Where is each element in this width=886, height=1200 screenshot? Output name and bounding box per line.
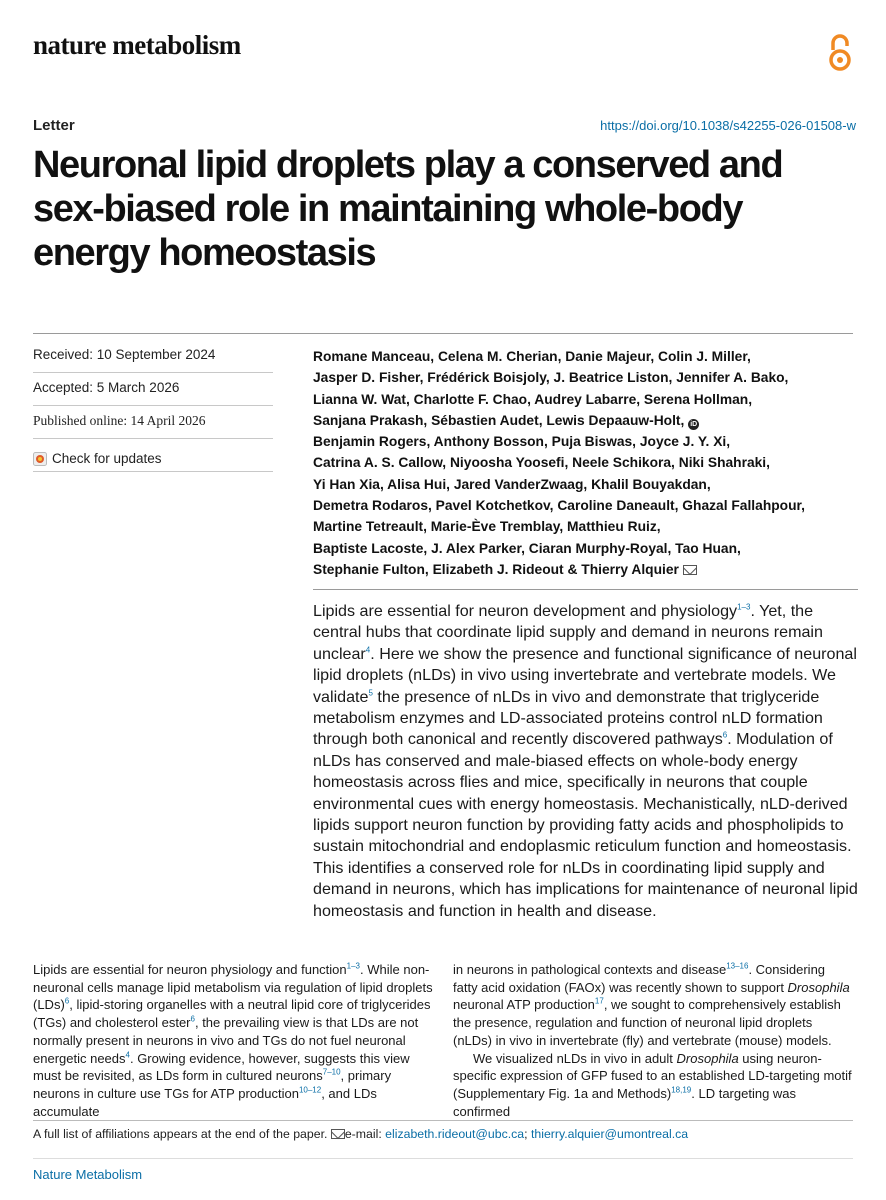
author-line: Lianna W. Wat, Charlotte F. Chao, Audrey Labarre, Serena Hollman, xyxy=(313,391,753,407)
citation[interactable]: 5 xyxy=(368,688,373,698)
citation[interactable]: 6 xyxy=(190,1014,195,1024)
accepted-date: Accepted: 5 March 2026 xyxy=(33,373,273,406)
citation[interactable]: 1–3 xyxy=(737,602,751,612)
author-line: Martine Tetreault, Marie-Ève Tremblay, Matthieu Ruiz, xyxy=(313,519,661,535)
mail-icon xyxy=(331,1129,345,1139)
email-link[interactable]: elizabeth.rideout@ubc.ca xyxy=(385,1127,525,1141)
article-title: Neuronal lipid droplets play a conserved and sex-biased role in maintaining whole-body energy homeostasis xyxy=(33,144,783,274)
author-line: Catrina A. S. Callow, Niyoosha Yoosefi, Neele Schikora, Niki Shahraki, xyxy=(313,455,770,471)
citation[interactable]: 18,19 xyxy=(671,1085,692,1095)
author-line: Demetra Rodaros, Pavel Kotchetkov, Caroline Daneault, Ghazal Fallahpour, xyxy=(313,498,805,514)
paragraph: We visualized nLDs in vivo in adult Drosophila using neuron-specific expression of GFP fused to an established LD-targeting motif (Supplementary Fig. 1a and Methods)$^{18,19}$. LD targeting was confirmed xyxy=(453,1050,852,1119)
citation[interactable]: 17 xyxy=(594,997,604,1007)
title-divider xyxy=(33,333,853,334)
citation[interactable]: 4 xyxy=(125,1050,130,1060)
journal-name: nature metabolism xyxy=(33,30,241,60)
author-line: Benjamin Rogers, Anthony Bosson, Puja Biswas, Joyce J. Y. Xi, xyxy=(313,434,731,450)
abstract: Lipids are essential for neuron development and physiology$^{1-3}$. Yet, the central hubs that coordinate lipid supply and demand in neurons remain unclear$^4$. Here we show the presence and functional significance of neuronal lipid droplets (nLDs) in vivo using invertebrate and vertebrate models. We validate$^5$ the presence of nLDs in vivo and demonstrate that triglyceride metabolism enzymes and LD-associated proteins control nLD formation through both canonical and recently discovered pathways$^6$. Modulation of nLDs has conserved and male-biased effects on whole-body energy homeostasis across flies and mice, specifically in neurons that couple environmental cues with energy homeostasis. Mechanistically, nLD-derived lipids support neuron function by providing fatty acids and phospholipids to sustain mitochondrial and endoplasmic reticulum function and homeostasis. This identifies a conserved role for nLDs in coordinating lipid supply and demand in neurons, which has implications for maintenance of neuronal lipid homeostasis and function in health and disease. xyxy=(313,602,858,920)
author-line: Jasper D. Fisher, Frédérick Boisjoly, J. Beatrice Liston, Jennifer A. Bako, xyxy=(313,370,789,386)
author-list xyxy=(313,346,858,580)
mail-icon[interactable] xyxy=(683,565,697,575)
author-line: Sanjana Prakash, Sébastien Audet, Lewis Depaauw-Holt, iD xyxy=(313,412,698,428)
article-type: Letter xyxy=(33,117,75,134)
citation[interactable]: 6 xyxy=(722,731,728,741)
doi-link[interactable]: https://doi.org/10.1038/s42255-026-01508-w xyxy=(600,118,856,133)
article-meta xyxy=(33,340,273,472)
author-line: Romane Manceau, Celena M. Cherian, Danie Majeur, Colin J. Miller, xyxy=(313,349,751,364)
citation[interactable]: 10–12 xyxy=(298,1085,322,1095)
open-access-icon xyxy=(826,33,854,73)
orcid-icon[interactable]: iD xyxy=(690,420,698,428)
citation[interactable]: 6 xyxy=(64,997,70,1007)
body-column-right: in neurons in pathological contexts and disease$^{13-16}$. Considering fatty acid oxidation (FAOx) was recently shown to support Drosophila neuronal ATP production$^{17}$, we sought to comprehensively establish the presence, regulation and function of neuronal lipid droplets (nLDs) in vivo in invertebrate (fly) and vertebrate (mouse) models. We visualized nLDs in vivo in adult Drosophila using neuron-specific expression of GFP fused to an established LD-targeting motif (Supplementary Fig. 1a and Methods)$^{18,19}$. LD targeting was confirmed xyxy=(453,961,852,1119)
received-date: Received: 10 September 2024 xyxy=(33,340,273,373)
citation[interactable]: 7–10 xyxy=(322,1067,341,1077)
check-updates-icon xyxy=(33,452,47,466)
published-date: Published online: 14 April 2026 xyxy=(33,406,273,439)
footnote-divider xyxy=(33,1120,853,1121)
footer-divider xyxy=(33,1158,853,1159)
check-updates-button[interactable] xyxy=(33,439,273,472)
citation[interactable]: 4 xyxy=(365,645,371,655)
email-link[interactable]: thierry.alquier@umontreal.ca xyxy=(530,1127,689,1141)
footnote: A full list of affiliations appears at the end of the paper. e-mail: elizabeth.rideout@ubc.ca; thierry.alquier@umontreal.ca xyxy=(33,1127,689,1141)
abstract-divider xyxy=(313,589,858,590)
check-updates-label: Check for updates xyxy=(52,451,162,466)
author-line: Yi Han Xia, Alisa Hui, Jared VanderZwaag, Khalil Bouyakdan, xyxy=(313,476,711,492)
author-line: Stephanie Fulton, Elizabeth J. Rideout & Thierry Alquier xyxy=(313,559,858,580)
citation[interactable]: 13–16 xyxy=(726,961,749,971)
author-line: Baptiste Lacoste, J. Alex Parker, Ciaran Murphy-Royal, Tao Huan, xyxy=(313,540,741,556)
citation[interactable]: 1–3 xyxy=(346,961,361,971)
body-column-left: Lipids are essential for neuron physiology and function$^{1-3}$. While non-neuronal cells manage lipid metabolism via regulation of lipid droplets (LDs)$^6$, lipid-storing organelles with a neutral lipid core of triglycerides (TGs) and cholesterol ester$^6$, the prevailing view is that LDs are not normally present in neurons in vivo and TGs do not fuel neuronal energetic needs$^4$. Growing evidence, however, suggests this view must be revisited, as LDs form in cultured neurons$^{7-10}$, primary neurons in culture use TGs for ATP production$^{10-12}$, and LDs accumulate xyxy=(33,961,433,1119)
footer-journal: Nature Metabolism xyxy=(33,1167,143,1182)
